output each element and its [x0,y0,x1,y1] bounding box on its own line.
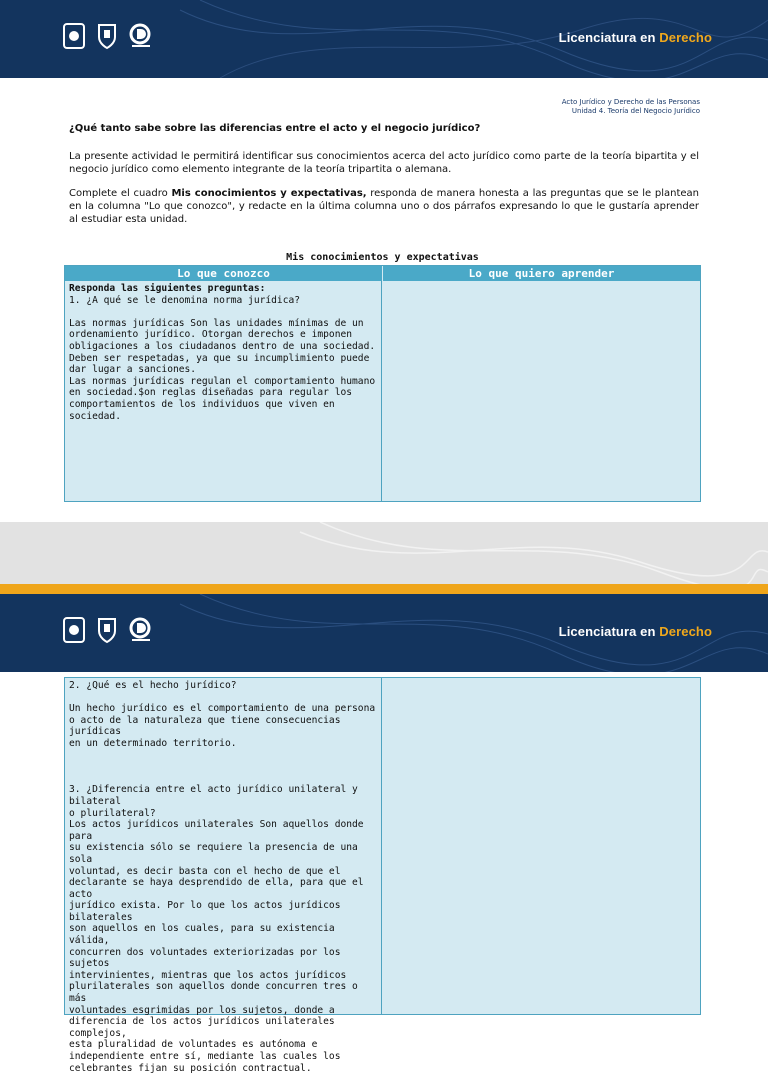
learn-cell [382,678,700,1014]
program-title: Licenciatura en Derecho [558,30,712,45]
program-title: Licenciatura en Derecho [558,624,712,639]
instructions-paragraph: Complete el cuadro Mis conocimientos y expectativas, responda de manera honesta a las preguntas que se le plantean en la columna "Lo que conozco", y redacte en la última columna uno o dos párrafos expresando lo que le gustaría aprender al estudiar esta unidad. [69,188,699,225]
page-header-banner [0,0,768,78]
crest-shield-icon [96,22,118,50]
question-1-answer: 1. ¿A qué se le denomina norma jurídica? Las normas jurídicas Son las unidades mínimas de un ordenamiento jurídico. Otorgan derechos e imponen obligaciones a los ciudadanos dentro de una sociedad. Deben ser respetadas, ya que su incumplimiento puede dar lugar a sanciones. Las normas jurídicas regulan el comportamiento humano en sociedad.$on reglas diseñadas para regular los comportamientos de los individuos que viven en sociedad. [69,294,376,422]
activity-question: ¿Qué tanto sabe sobre las diferencias entre el acto y el negocio jurídico? [69,123,481,134]
division-d-icon [128,616,158,644]
questions-heading: Responda las siguientes preguntas: [69,283,266,294]
table-header [65,266,700,281]
table-title: Mis conocimientos y expectativas [286,252,479,263]
learn-cell [382,281,700,501]
course-reference [562,98,700,116]
column-header-learn: Lo que quiero aprender [468,267,615,280]
crest-shield-icon [96,616,118,644]
known-cell [65,281,382,501]
orange-stripe [0,584,768,594]
column-header-known: Lo que conozco [65,266,383,281]
intro-paragraph: La presente actividad le permitirá identificar sus conocimientos acerca del acto jurídico como parte de la teoría bipartita y el negocio jurídico como elemento integrante de la teoría tripartita o alemana. [69,151,699,175]
unit-name: Unidad 4. Teoría del Negocio Jurídico [571,107,700,115]
division-d-icon [128,22,158,50]
page-separator [0,522,768,584]
knowledge-table [64,265,701,502]
unam-seal-icon [62,22,86,50]
unam-seal-icon [62,616,86,644]
page-header-banner-2 [0,594,768,672]
known-cell: 2. ¿Qué es el hecho jurídico? Un hecho jurídico es el comportamiento de una persona o acto de la naturaleza que tiene consecuencias jurídicas en un determinado territorio. 3. ¿Diferencia entre el acto jurídico unilateral y bilateral o plurilateral? Los actos jurídicos unilaterales Son aquellos donde para su existencia sólo se requiere la presencia de una sola voluntad, es decir basta con el hecho de que el declarante se haya desprendido de ella, para que el acto jurídico exista. Por lo que los actos jurídicos bilaterales son aquellos en los cuales, para su existencia válida, concurren dos voluntades exteriorizadas por los sujetos intervinientes, mientras que los actos jurídicos plurilaterales son aquellos donde concurren tres o más voluntades esgrimidas por los sujetos, donde a diferencia de los actos jurídicos unilaterales complejos, esta pluralidad de voluntades es autónoma e independiente entre sí, mediante las cuales los celebrantes fijan su posición contractual. [65,678,382,1014]
knowledge-table-continued [64,677,701,1074]
course-name: Acto Jurídico y Derecho de las Personas [561,98,700,106]
